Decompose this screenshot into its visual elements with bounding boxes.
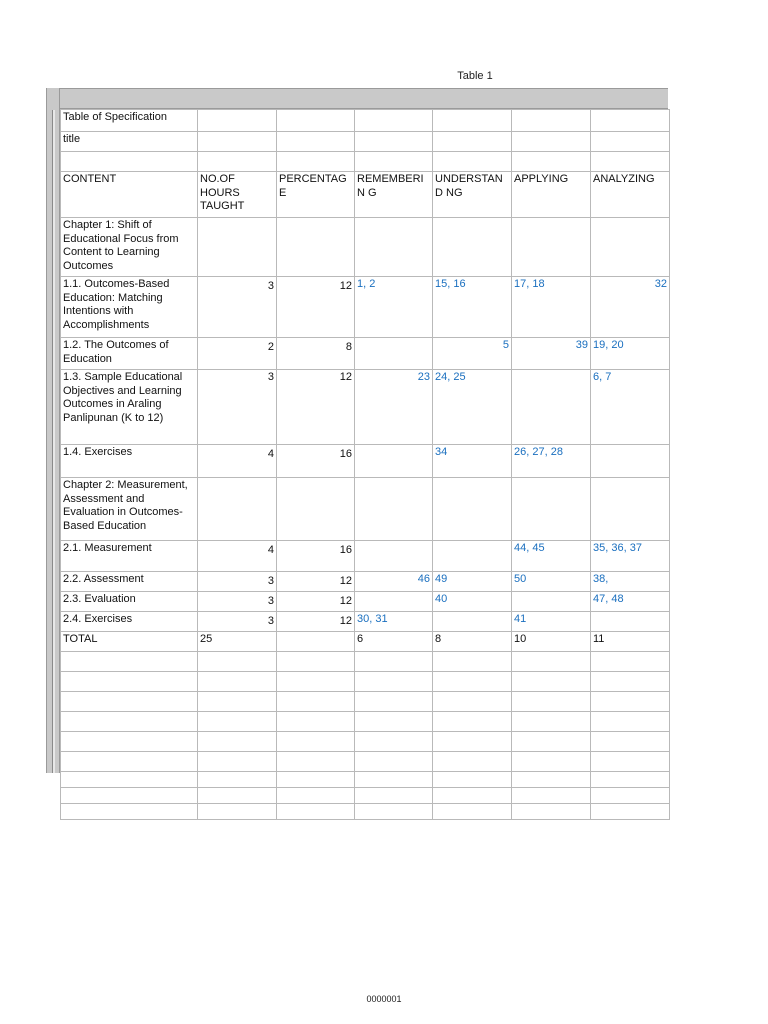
table-row: 2.3. Evaluation 3 12 40 47, 48 bbox=[61, 592, 670, 612]
empty-row bbox=[61, 788, 670, 804]
header-understanding: UNDERSTAND NG bbox=[433, 172, 512, 218]
empty-row bbox=[61, 712, 670, 732]
header-percentage: PERCENTAGE bbox=[277, 172, 355, 218]
chapter-1-title: Chapter 1: Shift of Educational Focus from Content to Learning Outcomes bbox=[61, 218, 198, 277]
header-applying: APPLYING bbox=[512, 172, 591, 218]
header-remembering: REMEMBERIN G bbox=[355, 172, 433, 218]
table-row: 1.2. The Outcomes of Education 2 8 5 39 19, 20 bbox=[61, 338, 670, 370]
table-row: 1.4. Exercises 4 16 34 26, 27, 28 bbox=[61, 445, 670, 478]
header-row bbox=[61, 172, 670, 218]
empty-row bbox=[61, 752, 670, 772]
table-row bbox=[61, 110, 670, 132]
table-row: 2.4. Exercises 3 12 30, 31 41 bbox=[61, 612, 670, 632]
column-header-band bbox=[60, 88, 668, 109]
header-hours: NO.OF HOURS TAUGHT bbox=[198, 172, 277, 218]
empty-row bbox=[61, 732, 670, 752]
table-row: 1.1. Outcomes-Based Education: Matching Intentions with Accomplishments 3 12 1, 2 15, 16 17, 18 32 bbox=[61, 277, 670, 338]
table-row bbox=[61, 152, 670, 172]
table-row: 1.3. Sample Educational Objectives and Learning Outcomes in Araling Panlipunan (K to 12) 3 12 23 24, 25 6, 7 bbox=[61, 370, 670, 445]
chapter-row bbox=[61, 218, 670, 277]
page-label: Table 1 bbox=[457, 70, 493, 82]
page-footer: 0000001 bbox=[366, 994, 402, 1004]
chapter-2-title: Chapter 2: Measurement, Assessment and Evaluation in Outcomes-Based Education bbox=[61, 478, 198, 541]
specification-table bbox=[60, 109, 670, 820]
table-subtitle: title bbox=[61, 132, 198, 152]
empty-row bbox=[61, 652, 670, 672]
header-content: CONTENT bbox=[61, 172, 198, 218]
chapter-row bbox=[61, 478, 670, 541]
table-row bbox=[61, 132, 670, 152]
table-title: Table of Specification bbox=[61, 110, 198, 132]
header-analyzing: ANALYZING bbox=[591, 172, 670, 218]
total-row: TOTAL 25 6 8 10 11 bbox=[61, 632, 670, 652]
table-row: 2.1. Measurement 4 16 44, 45 35, 36, 37 bbox=[61, 541, 670, 572]
empty-row bbox=[61, 804, 670, 820]
empty-row bbox=[61, 692, 670, 712]
table-row: 2.2. Assessment 3 12 46 49 50 38, bbox=[61, 572, 670, 592]
row-header-gutter bbox=[46, 88, 60, 773]
empty-row bbox=[61, 672, 670, 692]
empty-row bbox=[61, 772, 670, 788]
